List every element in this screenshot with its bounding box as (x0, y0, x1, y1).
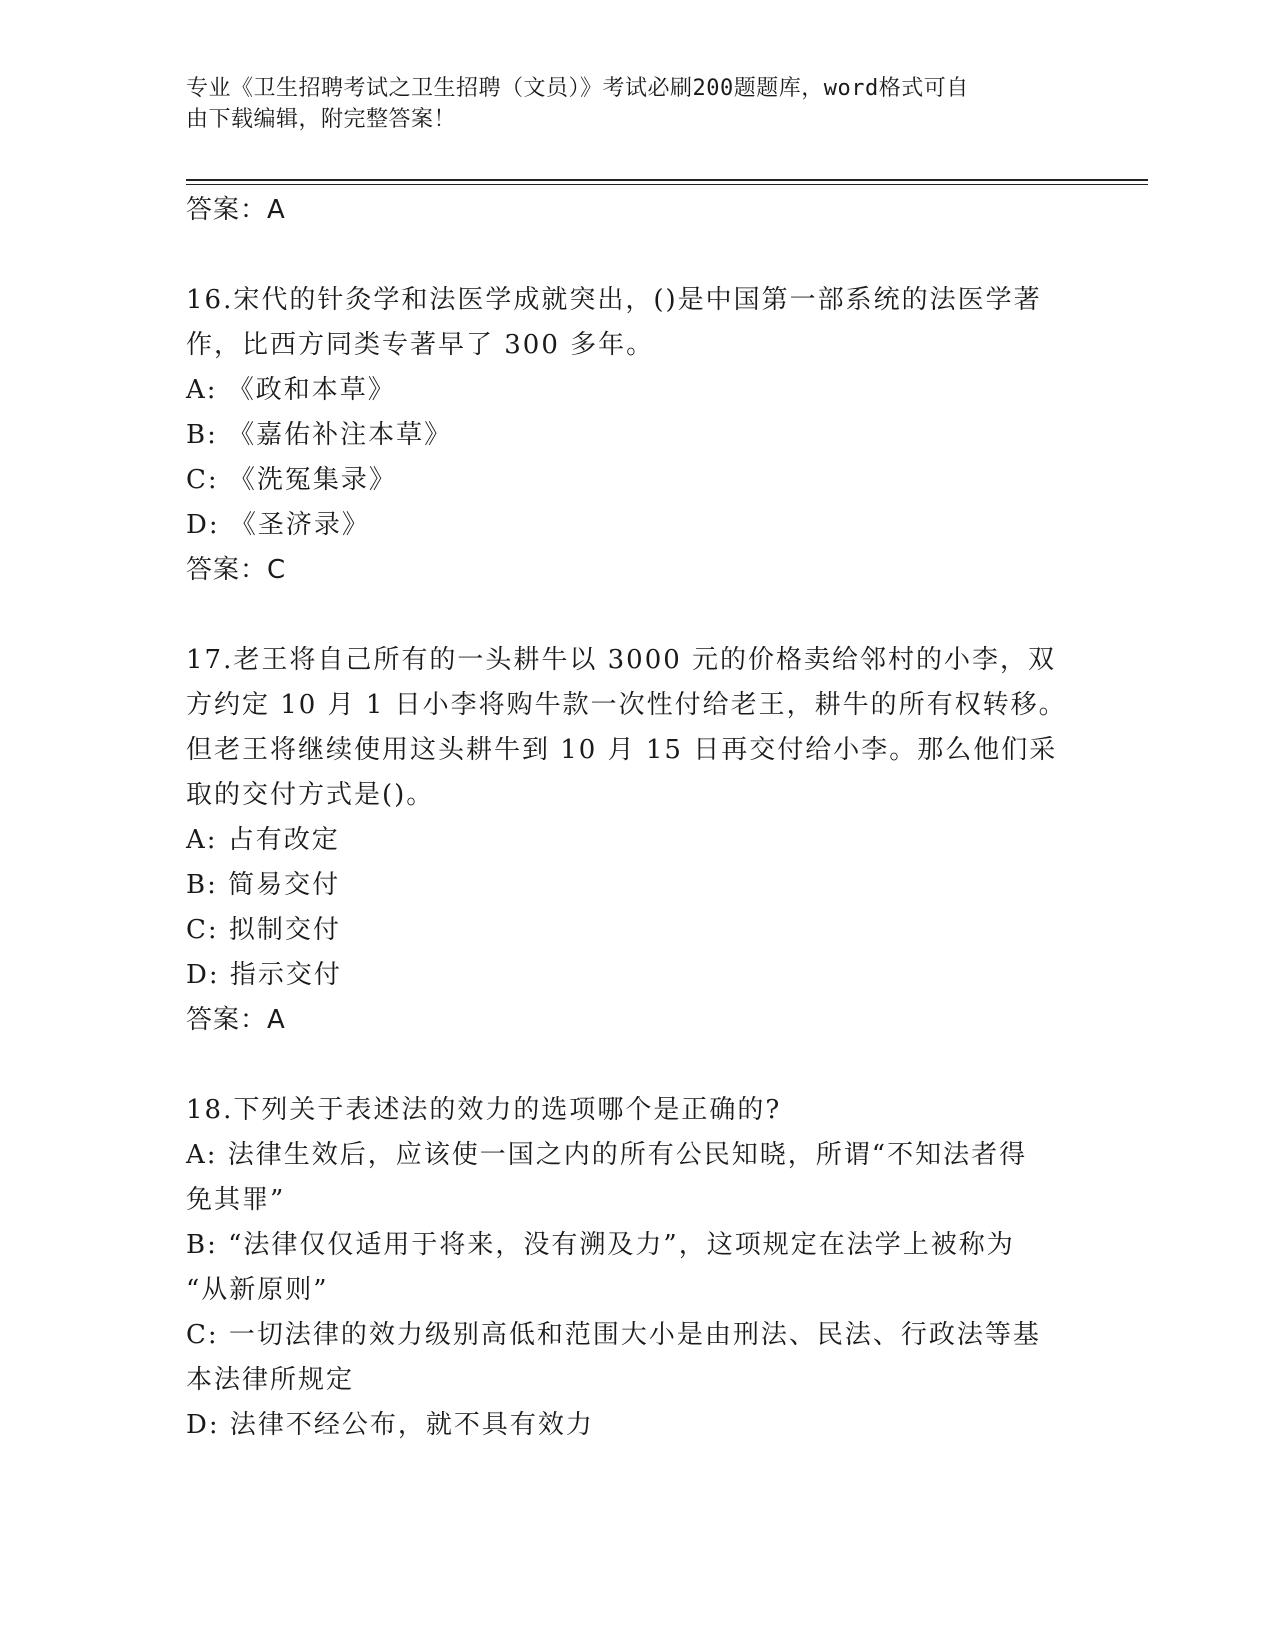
option-d: D: 《圣济录》 (186, 510, 370, 540)
option-b: B: 简易交付 (186, 870, 341, 900)
previous-answer: 答案：A (186, 195, 286, 225)
option-b: B: 《嘉佑补注本草》 (186, 420, 453, 450)
option-a-continued: 免其罪” (186, 1185, 286, 1215)
option-c: C: 《洗冤集录》 (186, 465, 397, 495)
option-c: C: 拟制交付 (186, 915, 341, 945)
question-stem-line: 方约定 10 月 1 日小李将购牛款一次性付给老王，耕牛的所有权转移。 (186, 690, 1067, 720)
option-a: A: 占有改定 (186, 825, 340, 855)
option-b-continued: “从新原则” (186, 1275, 329, 1305)
question-stem-line: 18.下列关于表述法的效力的选项哪个是正确的? (186, 1095, 782, 1125)
spacer (186, 593, 1076, 638)
spacer (186, 1043, 1076, 1088)
question-stem-line: 作，比西方同类专著早了 300 多年。 (186, 330, 655, 360)
question-17 (186, 638, 1076, 1043)
header-divider-thick (186, 179, 1148, 181)
header-line-2: 由下载编辑，附完整答案！ (186, 107, 457, 132)
question-stem-line: 16.宋代的针灸学和法医学成就突出，()是中国第一部系统的法医学著 (186, 285, 1042, 315)
question-stem-line: 但老王将继续使用这头耕牛到 10 月 15 日再交付给小李。那么他们采 (186, 735, 1058, 765)
option-a: A: 法律生效后，应该使一国之内的所有公民知晓，所谓“不知法者得 (186, 1140, 1028, 1170)
question-16 (186, 278, 1076, 593)
question-stem-line: 17.老王将自己所有的一头耕牛以 3000 元的价格卖给邻村的小李，双 (186, 645, 1057, 675)
option-d: D: 指示交付 (186, 960, 342, 990)
spacer (186, 233, 1076, 278)
header-line-1: 专业《卫生招聘考试之卫生招聘（文员）》考试必刷200题题库，word格式可自 (186, 76, 969, 101)
option-b: B: “法律仅仅适用于将来，没有溯及力”，这项规定在法学上被称为 (186, 1230, 1015, 1260)
option-c: C: 一切法律的效力级别高低和范围大小是由刑法、民法、行政法等基 (186, 1320, 1041, 1350)
answer-label: 答案：A (186, 1005, 286, 1035)
question-stem-line: 取的交付方式是()。 (186, 780, 435, 810)
option-a: A: 《政和本草》 (186, 375, 396, 405)
option-d: D: 法律不经公布，就不具有效力 (186, 1410, 594, 1440)
question-18 (186, 1088, 1076, 1448)
header-divider-thin (186, 184, 1148, 185)
document-body (186, 188, 1076, 1448)
answer-label: 答案：C (186, 555, 287, 585)
option-c-continued: 本法律所规定 (186, 1365, 355, 1395)
document-header (186, 73, 1066, 135)
